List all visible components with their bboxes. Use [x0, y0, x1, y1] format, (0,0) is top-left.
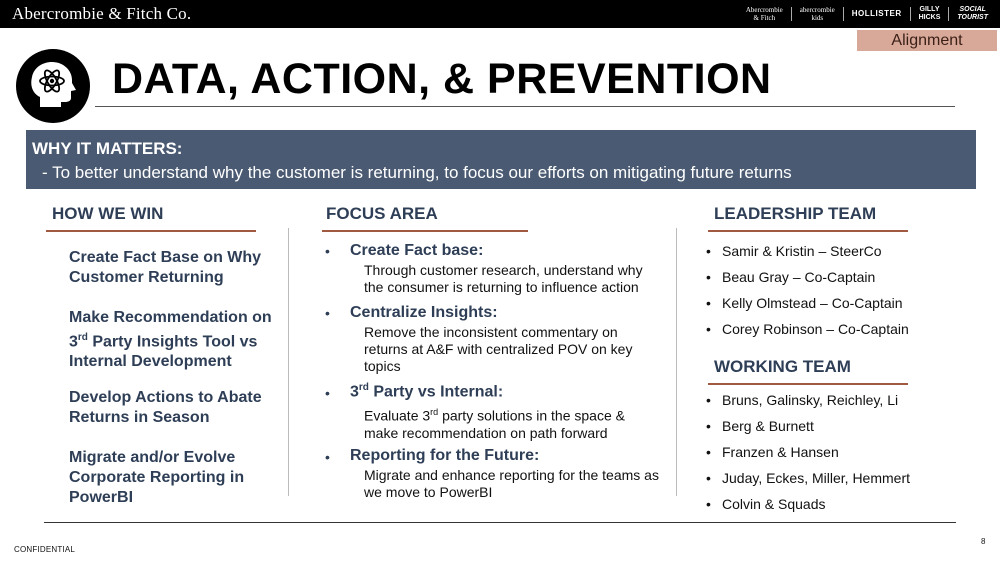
focus-item-2-title: Centralize Insights: [350, 304, 498, 321]
how-we-win-underline [46, 230, 256, 232]
brand-separator [791, 7, 792, 21]
alignment-badge: Alignment [857, 30, 997, 51]
why-text: - To better understand why the customer is returning, to focus our efforts on mitigating future returns [42, 163, 792, 182]
top-bar [0, 0, 1000, 28]
win-item-2-num: 3 [69, 333, 78, 351]
brand-separator [843, 7, 844, 21]
focus-area-underline [322, 230, 528, 232]
brand-logos [746, 6, 988, 22]
focus-item-3-desc [364, 404, 625, 442]
column-divider-left [288, 228, 289, 496]
focus-bullet-3: • [325, 385, 330, 401]
working-item-text: Juday, Eckes, Miller, Hemmert [722, 470, 911, 486]
focus-item-2-desc3: topics [364, 358, 401, 374]
win-item-1 [69, 248, 261, 288]
bullet: • [706, 470, 711, 486]
leadership-item [706, 243, 882, 259]
working-team-underline [708, 383, 908, 385]
brand-social-line2: TOURIST [957, 14, 988, 21]
focus-item-3-desc1-pre: Evaluate 3 [364, 407, 431, 424]
brand-kids-line2: kids [811, 14, 824, 22]
focus-item-3-rest: Party vs Internal: [368, 383, 504, 401]
win-item-2-sup: rd [77, 332, 88, 343]
brand-separator [910, 7, 911, 21]
brand-kids-line1: abercrombie [799, 6, 835, 14]
page-number: 8 [981, 537, 986, 546]
focus-item-3-desc1-rest: party solutions in the space & [438, 407, 625, 424]
win-item-4-line3: PowerBI [69, 489, 134, 506]
brand-gilly-line2: HICKS [918, 14, 941, 21]
brand-af-line2: & Fitch [753, 14, 776, 22]
how-we-win-heading: HOW WE WIN [52, 204, 164, 223]
leadership-item-text: Beau Gray – Co-Captain [722, 269, 876, 285]
footer-divider [44, 522, 956, 523]
focus-item-2-desc [364, 324, 632, 375]
leadership-item [706, 269, 875, 285]
focus-item-3-desc1-sup: rd [430, 407, 439, 417]
brand-af-line1: Abercrombie [745, 6, 783, 14]
win-item-3-line2: Returns in Season [69, 409, 210, 426]
focus-item-4-title: Reporting for the Future: [350, 447, 540, 464]
focus-item-2-desc2: returns at A&F with centralized POV on key [364, 341, 633, 357]
why-it-matters-banner [26, 130, 976, 189]
focus-item-4-desc [364, 467, 659, 501]
win-item-3-line1: Develop Actions to Abate [69, 389, 262, 406]
working-item [706, 418, 814, 434]
leadership-item [706, 321, 909, 337]
leadership-item-text: Corey Robinson – Co-Captain [722, 321, 909, 337]
focus-bullet-1: • [325, 243, 330, 259]
head-atom-icon [16, 49, 90, 123]
working-team-heading: WORKING TEAM [714, 357, 851, 376]
leadership-item [706, 295, 903, 311]
brand-gilly-line1: GILLY [919, 6, 940, 13]
win-item-2-line3: Internal Development [69, 353, 232, 371]
bullet: • [706, 418, 711, 434]
bullet: • [706, 321, 711, 337]
bullet: • [706, 392, 711, 408]
focus-bullet-2: • [325, 305, 330, 321]
focus-area-heading: FOCUS AREA [326, 204, 438, 223]
win-item-2-line1: Make Recommendation on [69, 309, 272, 326]
bullet: • [706, 444, 711, 460]
leadership-team-heading: LEADERSHIP TEAM [714, 204, 877, 223]
page-title: DATA, ACTION, & PREVENTION [112, 55, 772, 103]
win-item-2-rest: Party Insights Tool vs [87, 333, 258, 351]
focus-item-4-desc2: we move to PowerBI [364, 484, 493, 500]
focus-item-3-desc2: make recommendation on path forward [364, 424, 608, 441]
win-item-1-line1: Create Fact Base on Why [69, 249, 262, 266]
leadership-item-text: Samir & Kristin – SteerCo [722, 243, 882, 259]
focus-item-1-desc [364, 262, 643, 296]
win-item-2 [69, 308, 272, 372]
bullet: • [706, 496, 711, 512]
win-item-3 [69, 388, 262, 428]
win-item-4-line1: Migrate and/or Evolve [69, 449, 236, 466]
focus-item-3-title [350, 382, 503, 401]
brand-social-line1: SOCIAL [959, 6, 986, 13]
focus-item-3-desc1 [364, 404, 625, 425]
working-item-text: Franzen & Hansen [722, 444, 839, 460]
working-item [706, 470, 910, 486]
working-item [706, 392, 898, 408]
column-divider-right [676, 228, 677, 496]
brand-abercrombie-kids [800, 6, 835, 22]
leadership-item-text: Kelly Olmstead – Co-Captain [722, 295, 903, 311]
focus-item-3-sup: rd [358, 382, 369, 393]
focus-bullet-4: • [325, 449, 330, 465]
company-brand: Abercrombie & Fitch Co. [12, 4, 192, 23]
bullet: • [706, 269, 711, 285]
bullet: • [706, 243, 711, 259]
focus-item-3-num: 3 [350, 383, 359, 401]
focus-item-4-desc1: Migrate and enhance reporting for the teams as [364, 467, 659, 483]
win-item-4 [69, 448, 244, 508]
working-item [706, 496, 826, 512]
title-divider [95, 106, 955, 107]
confidential-label: CONFIDENTIAL [14, 545, 76, 554]
win-item-4-line2: Corporate Reporting in [69, 469, 245, 486]
working-item-text: Berg & Burnett [722, 418, 814, 434]
win-item-1-line2: Customer Returning [69, 269, 224, 286]
brand-abercrombie-fitch [746, 6, 783, 22]
brand-gilly-hicks [919, 6, 941, 22]
leadership-team-underline [708, 230, 908, 232]
focus-item-1-title: Create Fact base: [350, 242, 484, 259]
brand-social-tourist [957, 6, 988, 22]
working-item [706, 444, 839, 460]
focus-item-1-desc1: Through customer research, understand why [364, 262, 643, 278]
why-heading: WHY IT MATTERS: [32, 139, 183, 158]
brand-separator [948, 7, 949, 21]
focus-item-1-desc2: the consumer is returning to influence action [364, 279, 639, 295]
brand-hollister: HOLLISTER [851, 9, 902, 18]
bullet: • [706, 295, 711, 311]
working-item-text: Bruns, Galinsky, Reichley, Li [722, 392, 899, 408]
working-item-text: Colvin & Squads [722, 496, 826, 512]
win-item-2-line2 [69, 328, 272, 352]
focus-item-2-desc1: Remove the inconsistent commentary on [364, 324, 618, 340]
